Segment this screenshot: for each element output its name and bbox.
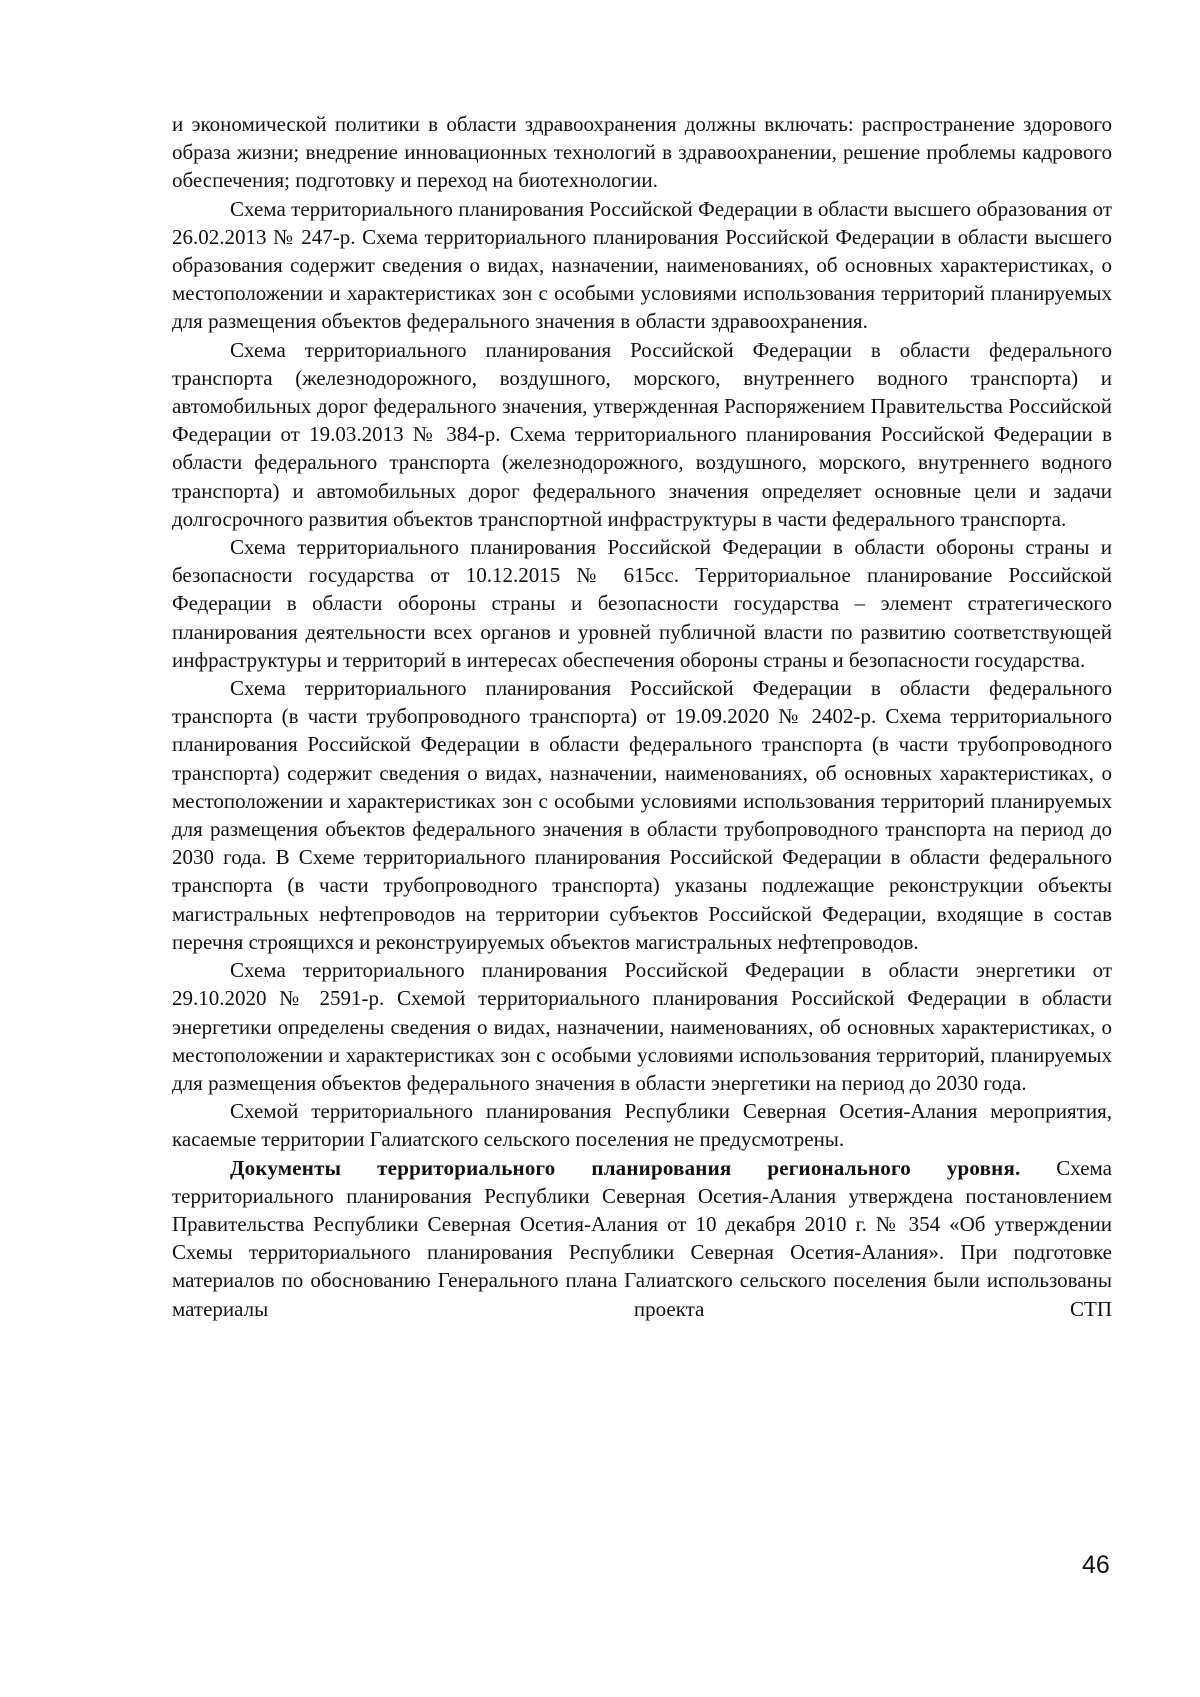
paragraph-regional-scheme-note: Схемой территориального планирования Республики Северная Осетия-Алания мероприятия, касаемые территории Галиатского сельского поселения не предусмотрены. [172, 1099, 1112, 1152]
paragraph-regional-documents [172, 1154, 1112, 1323]
paragraph-defense-scheme: Схема территориального планирования Российской Федерации в области обороны страны и безопасности государства от 10.12.2015 № 615сс. Территориальное планирование Российской Федерации в области обороны страны и безопасности государства – элемент стратегического планирования деятельности всех органов и уровней публичной власти по развитию соответствующей инфраструктуры и территорий в интересах обеспечения обороны страны и безопасности государства. [172, 535, 1112, 672]
regional-documents-text: Схема территориального планирования Республики Северная Осетия-Алания утверждена постановлением Правительства Республики Северная Осетия-Алания от 10 декабря 2010 г. № 354 «Об утверждении Схемы территориального планирования Республики Северная Осетия-Алания». При подготовке материалов по обоснованию Генерального плана Галиатского сельского поселения были использованы материалы проекта СТП [172, 1155, 1112, 1321]
document-body [172, 110, 1112, 1323]
regional-documents-heading: Документы территориального планирования регионального уровня. [230, 1155, 1021, 1180]
paragraph-higher-education-scheme: Схема территориального планирования Российской Федерации в области высшего образования от 26.02.2013 № 247-р. Схема территориального планирования Российской Федерации в области высшего образования содержит сведения о видах, назначении, наименованиях, об основных характеристиках, о местоположении и характеристиках зон с особыми условиями использования территорий планируемых для размещения объектов федерального значения в области здравоохранения. [172, 196, 1112, 334]
paragraph-energy-scheme: Схема территориального планирования Российской Федерации в области энергетики от 29.10.2020 № 2591-р. Схемой территориального планирования Российской Федерации в области энергетики определены сведения о видах, назначении, наименованиях, об основных характеристиках, о местоположении и характеристиках зон с особыми условиями использования территорий, планируемых для размещения объектов федерального значения в области энергетики на период до 2030 года. [172, 958, 1112, 1095]
page-number: 46 [1082, 1551, 1110, 1579]
paragraph-health-policy: и экономической политики в области здравоохранения должны включать: распространение здорового образа жизни; внедрение инновационных технологий в здравоохранении, решение проблемы кадрового обеспечения; подготовку и переход на биотехнологии. [172, 112, 1112, 193]
paragraph-pipeline-transport-scheme: Схема территориального планирования Российской Федерации в области федерального транспорта (в части трубопроводного транспорта) от 19.09.2020 № 2402-р. Схема территориального планирования Российской Федерации в области федерального транспорта (в части трубопроводного транспорта) содержит сведения о видах, назначении, наименованиях, об основных характеристиках, о местоположении и характеристиках зон с особыми условиями использования территорий планируемых для размещения объектов федерального значения в области трубопроводного транспорта на период до 2030 года. В Схеме территориального планирования Российской Федерации в области федерального транспорта (в части трубопроводного транспорта) указаны подлежащие реконструкции объекты магистральных нефтепроводов на территории субъектов Российской Федерации, входящие в состав перечня строящихся и реконструируемых объектов магистральных нефтепроводов. [172, 676, 1112, 954]
paragraph-federal-transport-scheme: Схема территориального планирования Российской Федерации в области федерального транспорта (железнодорожного, воздушного, морского, внутреннего водного транспорта) и автомобильных дорог федерального значения, утвержденная Распоряжением Правительства Российской Федерации от 19.03.2013 № 384-р. Схема территориального планирования Российской Федерации в области федерального транспорта (железнодорожного, воздушного, морского, внутреннего водного транспорта) и автомобильных дорог федерального значения определяет основные цели и задачи долгосрочного развития объектов транспортной инфраструктуры в части федерального транспорта. [172, 337, 1112, 531]
